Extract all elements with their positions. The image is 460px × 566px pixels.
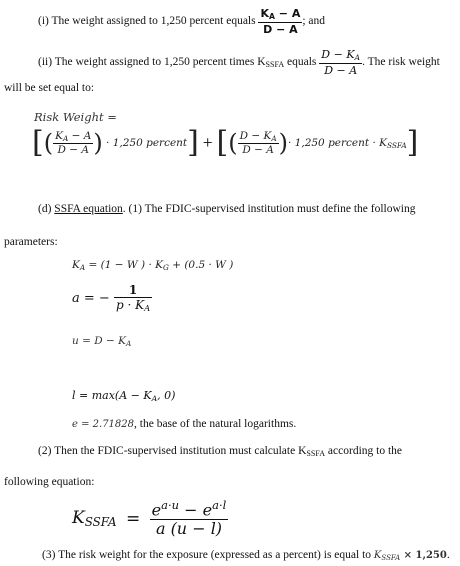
para-ii: (ii) The weight assigned to 1,250 percent times $K_{SSFA}$ equals $\frac{D - K_A}{D - A}$ . The risk weight	[38, 48, 440, 77]
para-2-continuation: following equation:	[4, 476, 95, 488]
eq-kssfa: $K_{SSFA}$ = $\frac{e^{a\cdot u} - e^{a\cdot l}}{a (u - l)}$	[72, 498, 227, 539]
risk-weight-formula: [( $\frac{K_A - A}{D - A}$ ) · 1,250 percent] + [( $\frac{D - K_A}{D - A}$ )· 1,250 percent · $K_{SSFA}$]	[32, 125, 419, 160]
para-i-text: (i) The weight assigned to 1,250 percent equals	[38, 14, 259, 27]
para-ii-text: (ii) The weight assigned to 1,250 percent times K	[38, 55, 266, 68]
fraction-d-minus-ka: $\frac{D - K_A}{D - A}$	[321, 48, 361, 77]
fraction-ka-minus-a: $\frac{K_A - A}{D - A}$	[260, 7, 301, 36]
eq-e: e = 2.71828, the base of the natural logarithms.	[72, 418, 297, 430]
para-3-formula: $K_{SSFA} \times 1,250$	[373, 550, 447, 562]
para-d: (d) SSFA equation. (1) The FDIC-supervised institution must define the following	[38, 203, 416, 215]
para-3: (3) The risk weight for the exposure (expressed as a percent) is equal to $K_{SSFA} \times 1,250$.	[42, 549, 450, 562]
eq-u: $u = D - K_A$	[72, 335, 132, 348]
rw-term-2: · 1,250 percent · K	[288, 137, 387, 149]
para-2: (2) Then the FDIC-supervised institution must calculate $K_{SSFA}$ according to the	[38, 445, 403, 458]
eq-kssfa-fraction: $\frac{e^{a\cdot u} - e^{a\cdot l}}{a (u - l)}$	[151, 498, 227, 539]
eq-a: a = − $\frac{1}{p \cdot K_A}$	[72, 283, 151, 314]
para-i	[38, 8, 325, 35]
para-d-continuation: parameters:	[4, 236, 58, 248]
eq-l: $l = \max(A - K_A$, 0)	[72, 389, 176, 403]
para-i-suffix: ; and	[302, 14, 326, 27]
eq-e-formula: e = 2.71828	[72, 419, 135, 430]
rw-fraction-1: $\frac{K_A - A}{D - A}$	[55, 129, 92, 156]
eq-ka: $K_A = (1 - W$ ) · $K_G + (0.5 \cdot W$ )	[72, 259, 234, 272]
risk-weight-label: Risk Weight =	[34, 110, 117, 124]
para-ii-continuation: will be set equal to:	[4, 82, 95, 94]
ssfa-equation-heading: SSFA equation	[54, 203, 123, 215]
rw-term-1: · 1,250 percent	[106, 137, 188, 149]
rw-fraction-2: $\frac{D - K_A}{D - A}$	[239, 129, 277, 156]
eq-a-fraction: $\frac{1}{p \cdot K_A}$	[115, 283, 151, 314]
